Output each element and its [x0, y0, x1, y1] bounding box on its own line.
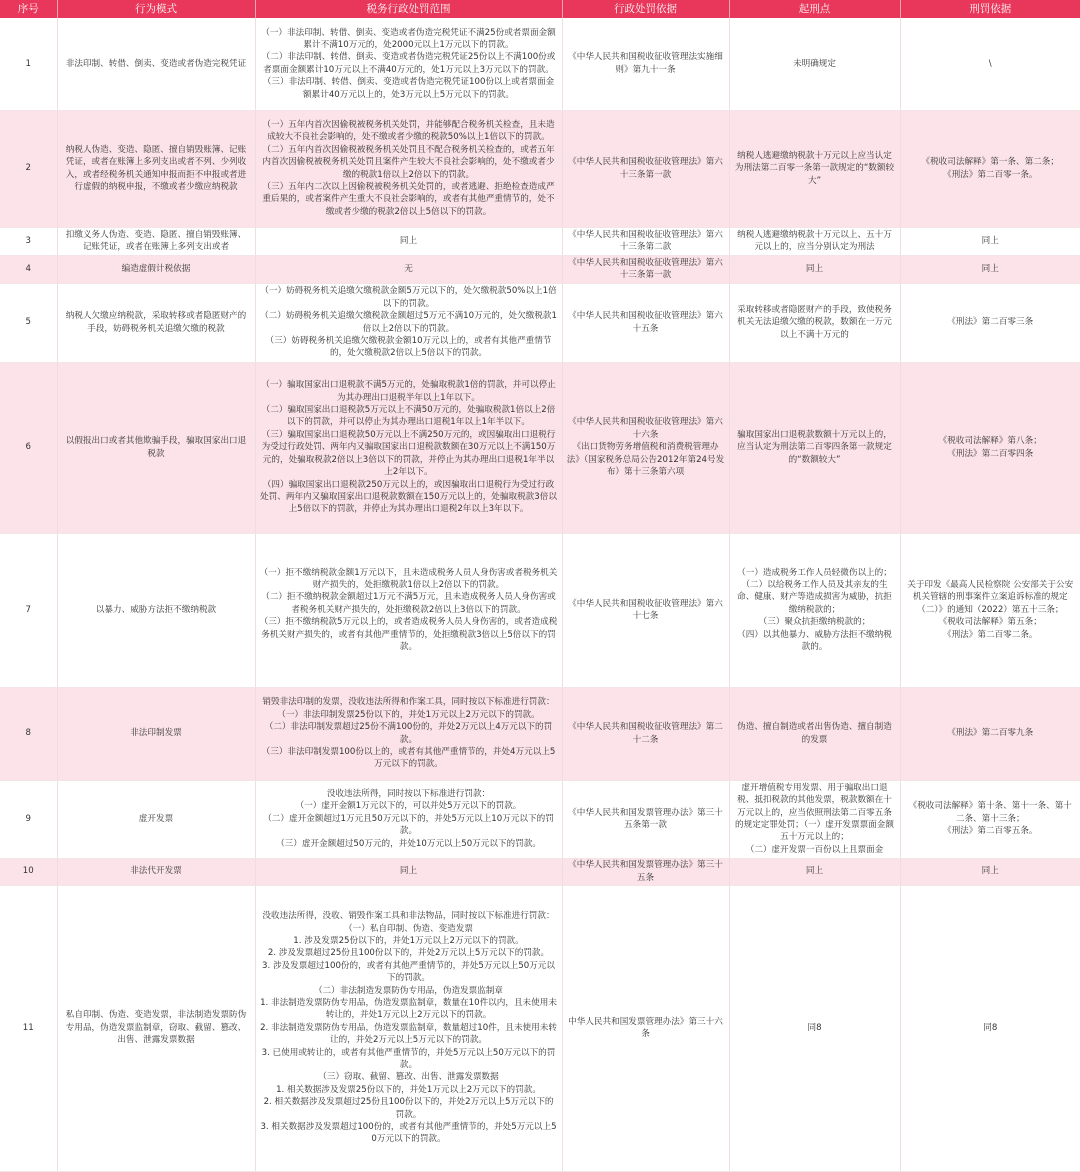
- criminal-basis-line: 《刑法》第二百零九条: [947, 728, 1034, 739]
- cell-criminal-threshold: [729, 533, 900, 687]
- criminal-threshold-line: 虚开增值税专用发票、用于骗取出口退税、抵扣税款的其他发票，税款数额在十万元以上的，应当依照刑法第二百零五条的规定定罪处罚；（一）虚开发票票面金额五十万元以上的；: [735, 782, 894, 843]
- penalty-scope-line: 1. 相关数据涉及发票25份以下的，并处1万元以上2万元以下的罚款。: [276, 1084, 541, 1095]
- cell-penalty-basis: [562, 780, 729, 858]
- penalty-basis-line: 《中华人民共和国税收征收管理法》第六十三条第二款: [568, 229, 723, 252]
- cell-penalty-basis: [562, 362, 729, 533]
- penalty-scope-line: （一）骗取国家出口退税款不满5万元的，处骗取税款1倍的罚款，并可以停止为其办理出口退税半年以上1年以下。: [261, 380, 556, 403]
- penalty-scope-line: （一）妨碍税务机关追缴欠缴税款金额5万元以下的，处欠缴税款50%以上1倍以下的罚款。: [260, 286, 557, 309]
- cell-criminal-threshold: [729, 780, 900, 858]
- cell-row-index: 5: [0, 283, 57, 362]
- penalty-basis-line: 《中华人民共和国发票管理办法》第三十五条: [568, 860, 723, 883]
- behavior-mode-line: 以假报出口或者其他欺骗手段，骗取国家出口退税款: [65, 436, 247, 459]
- cell-row-index: 3: [0, 227, 57, 255]
- penalty-scope-line: （二）非法印制发票超过25份不满100份的，并处2万元以上4万元以下的罚款。: [264, 722, 553, 745]
- cell-penalty-basis: [562, 687, 729, 780]
- criminal-basis-line: 《税收司法解释》第十条、第十一条、第十二条、第十三条；: [908, 801, 1072, 824]
- criminal-basis-line: 关于印发《最高人民检察院 公安部关于公安机关管辖的刑事案件立案追诉标准的规定（二）》的通知（2022）第五十三条；: [907, 579, 1074, 615]
- penalty-scope-line: （三）非法印制发票100份以上的，或者有其他严重情节的，并处4万元以上5万元以下的罚款。: [261, 746, 556, 770]
- cell-penalty-scope: [255, 533, 562, 687]
- table-row: [0, 18, 1080, 110]
- cell-behavior-mode: [57, 533, 255, 687]
- criminal-basis-line: 《刑法》第二百零五条。: [942, 826, 1038, 837]
- penalty-scope-line: （三）骗取国家出口退税款50万元以上不满250万元的，或因骗取出口退税行为受过行政处罚、两年内又骗取国家出口退税款数额在30万元以上不满150万元的，处骗取税款2倍以上3倍以下的罚款，并停止为其办理出口退税1年半以上2年以下。: [261, 429, 556, 478]
- table-row: [0, 885, 1080, 1171]
- table-row: [0, 227, 1080, 255]
- cell-row-index: 10: [0, 858, 57, 885]
- cell-behavior-mode: [57, 885, 255, 1171]
- cell-behavior-mode: [57, 687, 255, 780]
- criminal-basis-line: 同上: [981, 263, 999, 274]
- penalty-scope-line: （一）虚开金额1万元以下的，可以并处5万元以下的罚款。: [295, 801, 522, 812]
- penalty-scope-line: （三）妨碍税务机关追缴欠缴税款金额10万元以上的，或者有其他严重情节的，处欠缴税款2倍以上5倍以下的罚款。: [265, 335, 552, 359]
- penalty-scope-line: 同上: [399, 235, 418, 246]
- cell-behavior-mode: [57, 255, 255, 283]
- criminal-threshold-line: 骗取国家出口退税款数额十万元以上的，应当认定为刑法第二百零四条第一款规定的“数额较大”: [737, 429, 892, 465]
- criminal-threshold-line: 伪造、擅自制造或者出售伪造、擅自制造的发票: [737, 722, 892, 745]
- cell-criminal-basis: [900, 18, 1080, 110]
- cell-penalty-basis: [562, 283, 729, 362]
- cell-penalty-basis: [562, 110, 729, 227]
- penalty-scope-line: 3. 相关数据涉及发票超过100份的，或者有其他严重情节的，并处5万元以上50万元以下的罚款。: [260, 1122, 557, 1145]
- table-row: [0, 283, 1080, 362]
- penalty-basis-line: 《中华人民共和国税收征收管理法》第六十五条: [568, 311, 723, 334]
- penalty-scope-line: （三）五年内二次以上因偷税被税务机关处罚的，或者逃避、拒绝检查造成严重后果的，或者案件产生重大不良社会影响的，或者有其他严重情节的，处不缴或者少缴的税款2倍以上5倍以下的罚款。: [262, 181, 555, 217]
- penalty-scope-line: （三）非法印制、转借、倒卖、变造或者伪造完税凭证100份以上或者票面金额累计40万元以上的，处3万元以上5万元以下的罚款。: [262, 77, 555, 100]
- cell-penalty-basis: [562, 255, 729, 283]
- criminal-threshold-line: 同上: [805, 866, 824, 877]
- cell-criminal-threshold: [729, 687, 900, 780]
- penalty-basis-line: 《中华人民共和国发票管理办法》第三十五条第一款: [568, 807, 723, 830]
- cell-criminal-basis: [900, 780, 1080, 858]
- penalty-scope-line: 2. 非法制造发票防伪专用品，伪造发票监制章，数量超过10件，且未使用未转让的，并处2万元以上5万元以下的罚款。: [260, 1022, 557, 1046]
- cell-behavior-mode: [57, 18, 255, 110]
- criminal-basis-line: 同上: [981, 235, 999, 246]
- cell-penalty-basis: [562, 858, 729, 885]
- criminal-threshold-line: 同8: [807, 1022, 822, 1033]
- cell-row-index: 4: [0, 255, 57, 283]
- criminal-basis-line: 《刑法》第二百零一条。: [942, 169, 1038, 180]
- behavior-mode-line: 非法代开发票: [130, 866, 182, 877]
- header-admin-penalty-scope: 税务行政处罚范围: [255, 0, 562, 18]
- cell-behavior-mode: [57, 227, 255, 255]
- cell-criminal-basis: [900, 533, 1080, 687]
- penalty-scope-line: （二）虚开金额超过1万元且50万元以下的，并处5万元以上10万元以下的罚款。: [263, 813, 554, 837]
- table-row: [0, 858, 1080, 885]
- cell-penalty-scope: [255, 227, 562, 255]
- penalty-scope-line: 销毁非法印制的发票，没收违法所得和作案工具，同时按以下标准进行罚款：: [262, 697, 555, 708]
- penalty-basis-line: 《中华人民共和国税收征收管理法》第六十七条: [568, 598, 723, 621]
- cell-criminal-threshold: [729, 110, 900, 227]
- cell-penalty-basis: [562, 533, 729, 687]
- penalty-scope-line: （一）五年内首次因偷税被税务机关处罚，并能够配合税务机关检查，且未造成较大不良社会影响的，处不缴或者少缴的税款50%以上1倍以下的罚款。: [262, 119, 555, 143]
- criminal-basis-line: 《刑法》第二百零四条: [947, 448, 1034, 459]
- cell-row-index: 8: [0, 687, 57, 780]
- criminal-basis-line: 《税收司法解释》第五条；: [938, 617, 1042, 628]
- cell-criminal-threshold: [729, 283, 900, 362]
- penalty-scope-line: （三）拒不缴纳税款5万元以上的，或者造成税务人员人身伤害的，或者造成税务机关财产损失的，或者有其他严重情节的，处拒缴税款3倍以上5倍以下的罚款。: [259, 617, 558, 653]
- cell-penalty-scope: [255, 18, 562, 110]
- behavior-mode-line: 纳税人伪造、变造、隐匿、擅自销毁账簿、记账凭证，或者在账簿上多列支出或者不列、少列收入，或者经税务机关通知申报而拒不申报或者进行虚假的纳税申报，不缴或者少缴应纳税款: [65, 144, 247, 192]
- criminal-threshold-line: 未明确规定: [793, 58, 836, 69]
- cell-criminal-threshold: [729, 858, 900, 885]
- penalty-basis-line: 《中华人民共和国税收征收管理法》第六十三条第一款: [568, 257, 723, 280]
- criminal-basis-line: 《刑法》第二百零二条。: [942, 629, 1038, 640]
- cell-penalty-scope: [255, 283, 562, 362]
- cell-behavior-mode: [57, 780, 255, 858]
- cell-behavior-mode: [57, 110, 255, 227]
- behavior-mode-line: 虚开发票: [138, 813, 174, 824]
- cell-behavior-mode: [57, 362, 255, 533]
- cell-penalty-scope: [255, 885, 562, 1171]
- cell-criminal-basis: [900, 858, 1080, 885]
- header-admin-penalty-basis: 行政处罚依据: [562, 0, 729, 18]
- criminal-basis-line: 《税收司法解释》第一条、第二条；: [921, 157, 1059, 168]
- header-index: 序号: [0, 0, 57, 18]
- cell-criminal-basis: [900, 362, 1080, 533]
- cell-row-index: 6: [0, 362, 57, 533]
- cell-row-index: 9: [0, 780, 57, 858]
- cell-row-index: 2: [0, 110, 57, 227]
- cell-penalty-scope: [255, 255, 562, 283]
- cell-penalty-basis: [562, 885, 729, 1171]
- penalty-basis-line: 《出口货物劳务增值税和消费税管理办法》（国家税务总局公告2012年第24号发布）第十三条第六项: [566, 442, 725, 478]
- penalty-scope-line: （一）非法印制发票25份以下的，并处1万元以上2万元以下的罚款。: [277, 709, 540, 720]
- cell-penalty-basis: [562, 18, 729, 110]
- behavior-mode-line: 以暴力、威胁方法拒不缴纳税款: [95, 604, 217, 615]
- table-row: [0, 533, 1080, 687]
- penalty-scope-line: 2. 涉及发票超过25份且100份以下的，并处2万元以上5万元以下的罚款。: [267, 948, 550, 959]
- criminal-basis-line: 同上: [981, 866, 999, 877]
- penalty-scope-line: （二）非法制造发票防伪专用品，伪造发票监制章: [313, 985, 504, 996]
- behavior-mode-line: 编造虚假计税依据: [121, 263, 191, 274]
- behavior-mode-line: 纳税人欠缴应纳税款，采取转移或者隐匿财产的手段，妨碍税务机关追缴欠缴的税款: [65, 311, 247, 334]
- penalty-scope-line: 没收违法所得，没收、销毁作案工具和非法物品，同时按以下标准进行罚款：: [262, 911, 555, 922]
- penalty-scope-line: 3. 已使用或转让的，或者有其他严重情节的，并处5万元以上50万元以下的罚款。: [261, 1047, 556, 1071]
- penalty-basis-line: 《中华人民共和国税收征收管理法》第二十二条: [568, 722, 723, 745]
- cell-behavior-mode: [57, 283, 255, 362]
- behavior-mode-line: 非法印制发票: [130, 728, 182, 739]
- behavior-mode-line: 非法印制、转借、倒卖、变造或者伪造完税凭证: [65, 58, 247, 69]
- penalty-scope-line: （二）五年内首次因偷税被税务机关处罚且不配合税务机关检查的，或者五年内首次因偷税被税务机关处罚且案件产生较大不良社会影响的，处不缴或者少缴的税款1倍以上2倍以下的罚款。: [262, 144, 555, 180]
- penalty-basis-line: 《中华人民共和国税收征收管理法实施细则》第九十一条: [568, 52, 723, 75]
- cell-penalty-scope: [255, 362, 562, 533]
- behavior-mode-line: 私自印制、伪造、变造发票，非法制造发票防伪专用品，伪造发票监制章，窃取、截留、篡改、出售、泄露发票数据: [65, 1010, 247, 1046]
- penalty-scope-line: （四）骗取国家出口退税款250万元以上的，或因骗取出口退税行为受过行政处罚、两年内又骗取国家出口退税款数额在150万元以上的，处骗取税款3倍以上5倍以下的罚款，并停止为其办理出口退税2年以上3年以下。: [260, 479, 557, 515]
- cell-criminal-threshold: [729, 227, 900, 255]
- penalty-scope-line: 无: [404, 263, 413, 274]
- criminal-basis-line: 《税收司法解释》第八条；: [938, 436, 1042, 447]
- table-row: [0, 780, 1080, 858]
- cell-criminal-threshold: [729, 885, 900, 1171]
- header-criminal-threshold: 起刑点: [729, 0, 900, 18]
- cell-criminal-threshold: [729, 18, 900, 110]
- cell-criminal-basis: [900, 110, 1080, 227]
- cell-criminal-threshold: [729, 255, 900, 283]
- cell-row-index: 7: [0, 533, 57, 687]
- penalty-basis-line: 《中华人民共和国税收征收管理法》第六十六条: [568, 417, 723, 440]
- penalty-scope-line: （一）非法印制、转借、倒卖、变造或者伪造完税凭证不满25份或者票面金额累计不满10万元的，处2000元以上1万元以下的罚款。: [261, 27, 556, 50]
- cell-criminal-basis: [900, 227, 1080, 255]
- cell-penalty-scope: [255, 858, 562, 885]
- table-row: [0, 362, 1080, 533]
- penalty-scope-line: 3. 涉及发票超过100份的，或者有其他严重情节的，并处5万元以上50万元以下的罚款。: [262, 960, 555, 984]
- penalty-scope-line: （二）妨碍税务机关追缴欠缴税款金额超过5万元不满10万元的，处欠缴税款1倍以上2倍以下的罚款。: [260, 311, 557, 334]
- penalty-scope-line: （二）拒不缴纳税款金额超过1万元不满5万元，且未造成税务人员人身伤害或者税务机关财产损失的，处拒缴税款2倍以上3倍以下的罚款。: [261, 592, 556, 615]
- cell-row-index: 11: [0, 885, 57, 1171]
- criminal-threshold-line: （四）以其他暴力、威胁方法拒不缴纳税款的。: [737, 629, 892, 653]
- criminal-threshold-line: 纳税人逃避缴纳税款十万元以上、五十万元以上的，应当分别认定为刑法: [737, 229, 892, 252]
- penalty-scope-line: （二）骗取国家出口退税款5万元以上不满50万元的，处骗取税款1倍以上2倍以下的罚款，并可以停止为其办理出口退税1年以上1年半以下。: [261, 405, 556, 428]
- penalty-scope-line: （三）虚开金额超过50万元的，并处10万元以上50万元以下的罚款。: [276, 838, 541, 849]
- penalty-scope-line: 同上: [399, 866, 418, 877]
- cell-penalty-basis: [562, 227, 729, 255]
- penalty-scope-line: 1. 涉及发票25份以下的，并处1万元以上2万元以下的罚款。: [293, 935, 524, 946]
- table-row: [0, 687, 1080, 780]
- cell-criminal-basis: [900, 255, 1080, 283]
- cell-penalty-scope: [255, 110, 562, 227]
- penalty-scope-line: （一）拒不缴纳税款金额1万元以下，且未造成税务人员人身伤害或者税务机关财产损失的，处拒缴税款1倍以上2倍以下的罚款。: [259, 567, 558, 590]
- criminal-threshold-line: （三）聚众抗拒缴纳税款的；: [758, 617, 871, 628]
- penalty-scope-line: 2. 相关数据涉及发票超过25份且100份以下的，并处2万元以上5万元以下的罚款。: [263, 1097, 554, 1120]
- criminal-threshold-line: （一）造成税务工作人员轻微伤以上的；: [737, 567, 892, 578]
- cell-criminal-basis: [900, 687, 1080, 780]
- criminal-threshold-line: （二）虚开发票一百份以上且票面金: [745, 844, 884, 855]
- header-criminal-basis: 刑罚依据: [900, 0, 1080, 18]
- cell-row-index: 1: [0, 18, 57, 110]
- cell-penalty-scope: [255, 780, 562, 858]
- header-behavior-mode: 行为模式: [57, 0, 255, 18]
- penalty-basis-line: 《中华人民共和国税收征收管理法》第六十三条第一款: [568, 157, 723, 180]
- penalty-scope-line: （一）私自印制、伪造、变造发票: [344, 923, 473, 934]
- cell-criminal-basis: [900, 885, 1080, 1171]
- criminal-basis-line: \: [988, 58, 992, 69]
- criminal-threshold-line: 采取转移或者隐匿财产的手段，致使税务机关无法追缴欠缴的税款，数额在一万元以上不满十万元的: [737, 304, 892, 340]
- cell-penalty-scope: [255, 687, 562, 780]
- criminal-threshold-line: 同上: [805, 263, 824, 274]
- criminal-basis-line: 同8: [983, 1022, 998, 1033]
- penalty-scope-line: 1. 非法制造发票防伪专用品，伪造发票监制章，数量在10件以内，且未使用未转让的，并处1万元以上2万元以下的罚款。: [260, 997, 557, 1021]
- table-row: [0, 255, 1080, 283]
- table-header-row: [0, 0, 1080, 18]
- behavior-mode-line: 扣缴义务人伪造、变造、隐匿、擅自销毁账簿、记账凭证，或者在账簿上多列支出或者: [65, 229, 247, 252]
- criminal-threshold-line: 纳税人逃避缴纳税款十万元以上应当认定为刑法第二百零一条第一款规定的“数额较大”: [734, 150, 895, 186]
- penalty-scope-line: （三）窃取、截留、篡改、出售、泄露发票数据: [318, 1072, 499, 1083]
- table-row: [0, 110, 1080, 227]
- penalty-basis-line: 中华人民共和国发票管理办法》第三十六条: [568, 1016, 723, 1039]
- criminal-basis-line: 《刑法》第二百零三条: [947, 317, 1034, 328]
- cell-criminal-basis: [900, 283, 1080, 362]
- cell-behavior-mode: [57, 858, 255, 885]
- penalty-scope-line: （二）非法印制、转借、倒卖、变造或者伪造完税凭证25份以上不满100份或者票面金额累计10万元以上不满40万元的，处1万元以上3万元以下的罚款。: [261, 52, 556, 75]
- criminal-threshold-line: （二）以给税务工作人员及其亲友的生命、健康、财产等造成损害为威胁，抗拒缴纳税款的；: [737, 579, 892, 615]
- cell-criminal-threshold: [729, 362, 900, 533]
- penalty-scope-line: 没收违法所得，同时按以下标准进行罚款：: [326, 788, 491, 799]
